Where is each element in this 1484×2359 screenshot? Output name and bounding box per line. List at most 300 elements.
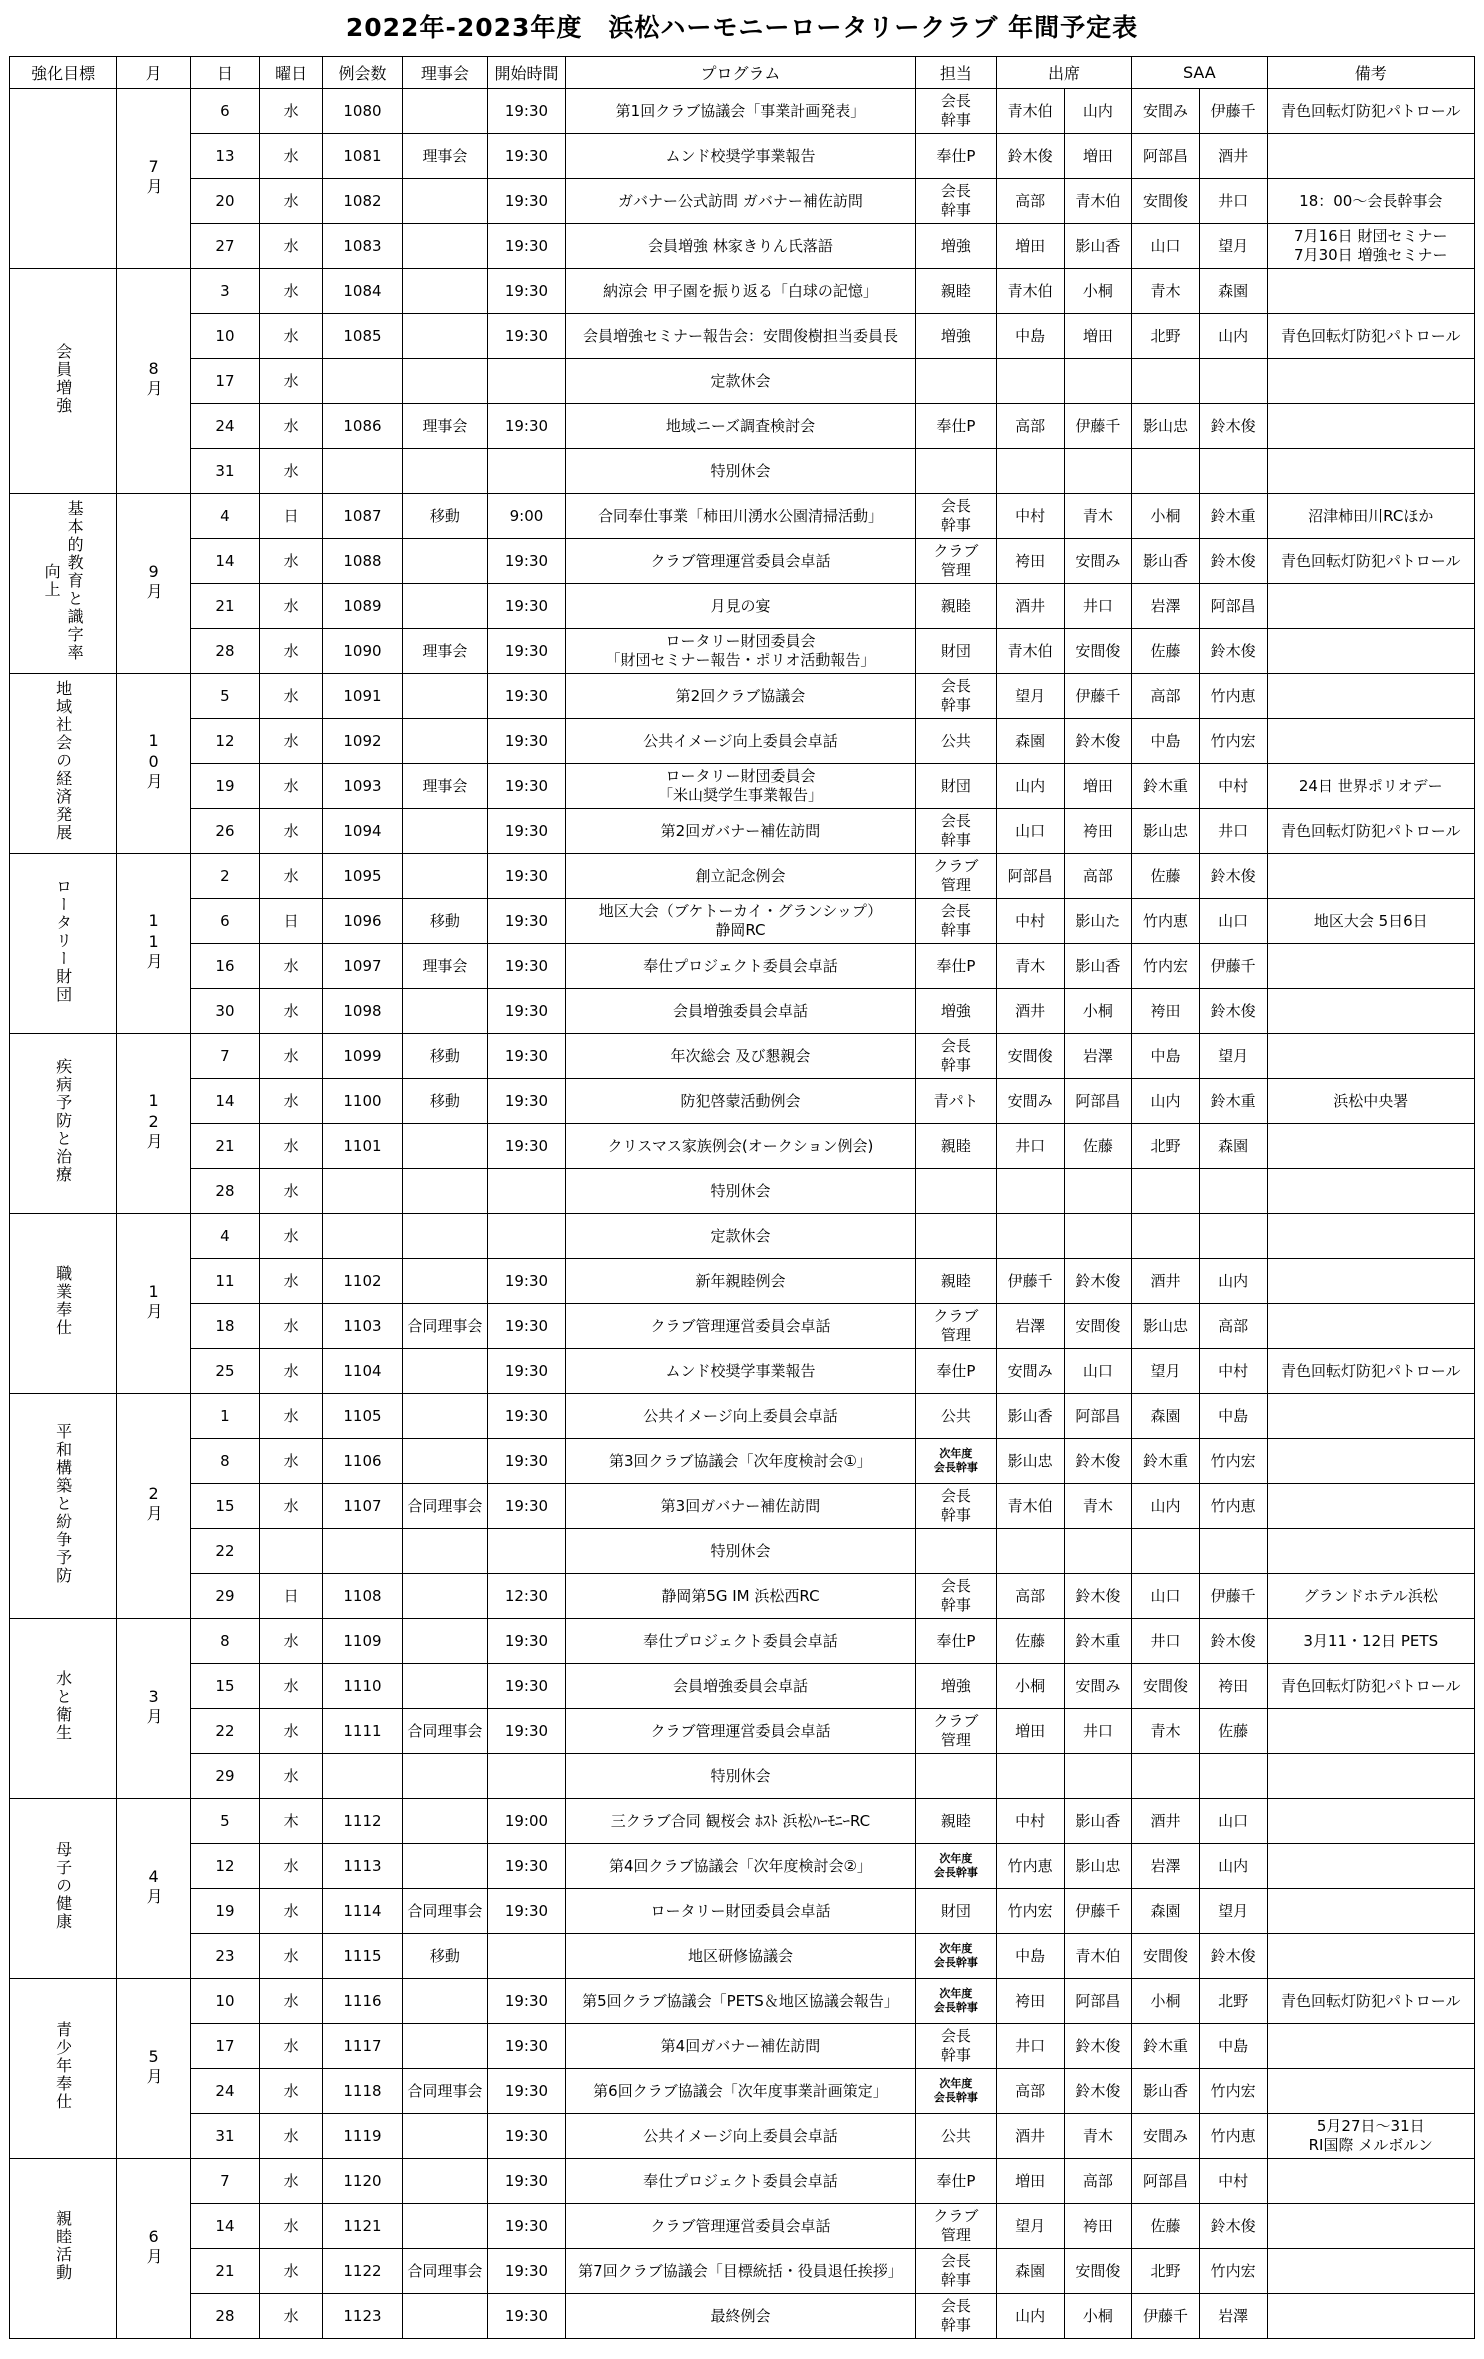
board-cell <box>402 1169 487 1214</box>
attendance-cell <box>1064 449 1132 494</box>
saa-cell: 酒井 <box>1132 1259 1200 1304</box>
attendance-cell: 中村 <box>996 899 1064 944</box>
remarks-cell <box>1267 1799 1474 1844</box>
in-charge-cell: クラブ 管理 <box>915 1709 996 1754</box>
program-cell: 納涼会 甲子園を振り返る「白球の記憶」 <box>565 269 915 314</box>
meeting-no-cell <box>323 1529 402 1574</box>
board-cell <box>402 89 487 134</box>
meeting-no-cell: 1098 <box>323 989 402 1034</box>
saa-cell: 鈴木重 <box>1132 1439 1200 1484</box>
in-charge-cell: 増強 <box>915 989 996 1034</box>
program-cell: 創立記念例会 <box>565 854 915 899</box>
attendance-cell: 袴田 <box>996 539 1064 584</box>
saa-cell: 井口 <box>1132 1619 1200 1664</box>
start-time-cell: 19:30 <box>487 269 565 314</box>
attendance-cell: 袴田 <box>1064 809 1132 854</box>
table-row <box>10 1709 1475 1754</box>
attendance-cell: 竹内恵 <box>996 1844 1064 1889</box>
meeting-no-cell <box>323 1169 402 1214</box>
remarks-cell <box>1267 269 1474 314</box>
month-text: 9月 <box>144 561 164 601</box>
remarks-cell <box>1267 1124 1474 1169</box>
weekday-cell: 水 <box>260 1484 323 1529</box>
saa-cell: 北野 <box>1132 1124 1200 1169</box>
start-time-cell: 19:30 <box>487 2069 565 2114</box>
goal-text: 会員増強 <box>53 342 73 415</box>
in-charge-cell: 会長 幹事 <box>915 809 996 854</box>
attendance-cell: 安間み <box>996 1079 1064 1124</box>
saa-cell <box>1199 449 1267 494</box>
day-cell: 22 <box>190 1529 259 1574</box>
attendance-cell: 山内 <box>1064 89 1132 134</box>
board-cell: 合同理事会 <box>402 1889 487 1934</box>
day-cell: 28 <box>190 2294 259 2339</box>
in-charge-cell: 次年度 会長幹事 <box>915 2069 996 2114</box>
attendance-cell: 中島 <box>996 1934 1064 1979</box>
goal-text: 基本的教育と識字率向上 <box>42 500 85 662</box>
attendance-cell: 安間み <box>1064 539 1132 584</box>
remarks-cell <box>1267 1304 1474 1349</box>
day-cell: 30 <box>190 989 259 1034</box>
weekday-cell: 日 <box>260 899 323 944</box>
saa-cell: 山口 <box>1132 224 1200 269</box>
in-charge-cell: 会長 幹事 <box>915 1034 996 1079</box>
saa-cell: 酒井 <box>1132 1799 1200 1844</box>
meeting-no-cell: 1102 <box>323 1259 402 1304</box>
goal-cell <box>10 1979 117 2159</box>
meeting-no-cell: 1116 <box>323 1979 402 2024</box>
meeting-no-cell: 1093 <box>323 764 402 809</box>
table-row <box>10 2114 1475 2159</box>
program-cell: 特別休会 <box>565 1529 915 1574</box>
saa-cell: 竹内恵 <box>1199 1484 1267 1529</box>
saa-cell: 小桐 <box>1132 1979 1200 2024</box>
table-row <box>10 2294 1475 2339</box>
header-remarks: 備考 <box>1267 57 1474 89</box>
attendance-cell: 小桐 <box>1064 269 1132 314</box>
remarks-cell <box>1267 1439 1474 1484</box>
header-row <box>10 57 1475 89</box>
table-row <box>10 179 1475 224</box>
goal-text: 水と衛生 <box>53 1670 73 1742</box>
program-cell: 公共イメージ向上委員会卓話 <box>565 1394 915 1439</box>
in-charge-cell: 奉仕P <box>915 944 996 989</box>
program-cell: 奉仕プロジェクト委員会卓話 <box>565 2159 915 2204</box>
board-cell <box>402 989 487 1034</box>
day-cell: 21 <box>190 1124 259 1169</box>
weekday-cell: 水 <box>260 1709 323 1754</box>
start-time-cell: 9:00 <box>487 494 565 539</box>
remarks-cell <box>1267 629 1474 674</box>
attendance-cell: 鈴木俊 <box>1064 719 1132 764</box>
saa-cell: 望月 <box>1132 1349 1200 1394</box>
table-row <box>10 854 1475 899</box>
program-cell: ムンド校奨学事業報告 <box>565 1349 915 1394</box>
meeting-no-cell: 1120 <box>323 2159 402 2204</box>
attendance-cell: 岩澤 <box>1064 1034 1132 1079</box>
day-cell: 4 <box>190 494 259 539</box>
saa-cell: 望月 <box>1199 1889 1267 1934</box>
saa-cell <box>1199 359 1267 404</box>
day-cell: 15 <box>190 1664 259 1709</box>
day-cell: 11 <box>190 1259 259 1304</box>
meeting-no-cell: 1122 <box>323 2249 402 2294</box>
table-row <box>10 629 1475 674</box>
in-charge-cell: 会長 幹事 <box>915 674 996 719</box>
meeting-no-cell: 1117 <box>323 2024 402 2069</box>
remarks-cell: 18：00～会長幹事会 <box>1267 179 1474 224</box>
attendance-cell: 佐藤 <box>996 1619 1064 1664</box>
start-time-cell: 19:30 <box>487 989 565 1034</box>
weekday-cell: 水 <box>260 944 323 989</box>
program-cell: 会員増強セミナー報告会：安間俊樹担当委員長 <box>565 314 915 359</box>
day-cell: 7 <box>190 2159 259 2204</box>
day-cell: 14 <box>190 1079 259 1124</box>
header-meeting-no: 例会数 <box>323 57 402 89</box>
attendance-cell: 山口 <box>996 809 1064 854</box>
day-cell: 5 <box>190 674 259 719</box>
remarks-cell <box>1267 719 1474 764</box>
program-cell: 防犯啓蒙活動例会 <box>565 1079 915 1124</box>
day-cell: 26 <box>190 809 259 854</box>
goal-text: 職業奉仕 <box>53 1265 73 1337</box>
saa-cell: 袴田 <box>1132 989 1200 1034</box>
attendance-cell: 影山香 <box>1064 944 1132 989</box>
saa-cell: 鈴木重 <box>1199 494 1267 539</box>
saa-cell: 中島 <box>1199 1394 1267 1439</box>
attendance-cell: 竹内宏 <box>996 1889 1064 1934</box>
saa-cell: 北野 <box>1132 314 1200 359</box>
program-cell: 最終例会 <box>565 2294 915 2339</box>
meeting-no-cell: 1119 <box>323 2114 402 2159</box>
attendance-cell: 鈴木俊 <box>996 134 1064 179</box>
header-program: プログラム <box>565 57 915 89</box>
table-row <box>10 2159 1475 2204</box>
table-row <box>10 539 1475 584</box>
program-cell: クラブ管理運営委員会卓話 <box>565 1304 915 1349</box>
day-cell: 25 <box>190 1349 259 1394</box>
attendance-cell: 伊藤千 <box>1064 404 1132 449</box>
saa-cell: 竹内宏 <box>1132 944 1200 989</box>
board-cell <box>402 1124 487 1169</box>
attendance-cell <box>996 1214 1064 1259</box>
board-cell <box>402 674 487 719</box>
meeting-no-cell: 1103 <box>323 1304 402 1349</box>
table-row <box>10 1934 1475 1979</box>
meeting-no-cell <box>323 1214 402 1259</box>
in-charge-cell: 財団 <box>915 629 996 674</box>
saa-cell: 竹内宏 <box>1199 1439 1267 1484</box>
start-time-cell: 19:30 <box>487 2249 565 2294</box>
start-time-cell: 19:30 <box>487 584 565 629</box>
day-cell: 27 <box>190 224 259 269</box>
attendance-cell: 青木 <box>1064 2114 1132 2159</box>
saa-cell: 井口 <box>1199 179 1267 224</box>
board-cell <box>402 1799 487 1844</box>
saa-cell: 鈴木俊 <box>1199 989 1267 1034</box>
weekday-cell: 水 <box>260 1349 323 1394</box>
start-time-cell: 19:30 <box>487 2294 565 2339</box>
day-cell: 20 <box>190 179 259 224</box>
attendance-cell: 高部 <box>996 2069 1064 2114</box>
board-cell: 移動 <box>402 899 487 944</box>
meeting-no-cell: 1107 <box>323 1484 402 1529</box>
table-row <box>10 1889 1475 1934</box>
program-cell: 地区大会（ブケトーカイ・グランシップ） 静岡RC <box>565 899 915 944</box>
day-cell: 19 <box>190 1889 259 1934</box>
in-charge-cell: 財団 <box>915 764 996 809</box>
attendance-cell: 森園 <box>996 2249 1064 2294</box>
attendance-cell <box>1064 1169 1132 1214</box>
board-cell <box>402 1214 487 1259</box>
attendance-cell: 増田 <box>996 1709 1064 1754</box>
start-time-cell: 19:30 <box>487 1484 565 1529</box>
in-charge-cell <box>915 1754 996 1799</box>
attendance-cell: 高部 <box>996 1574 1064 1619</box>
program-cell: 会員増強委員会卓話 <box>565 1664 915 1709</box>
board-cell <box>402 1349 487 1394</box>
start-time-cell: 19:30 <box>487 2114 565 2159</box>
table-row <box>10 1394 1475 1439</box>
meeting-no-cell: 1087 <box>323 494 402 539</box>
table-row <box>10 2024 1475 2069</box>
weekday-cell: 水 <box>260 134 323 179</box>
start-time-cell <box>487 1529 565 1574</box>
attendance-cell: 増田 <box>1064 314 1132 359</box>
table-row <box>10 494 1475 539</box>
day-cell: 12 <box>190 719 259 764</box>
attendance-cell: 鈴木俊 <box>1064 1574 1132 1619</box>
saa-cell: 伊藤千 <box>1199 1574 1267 1619</box>
day-cell: 14 <box>190 2204 259 2249</box>
weekday-cell: 水 <box>260 809 323 854</box>
program-cell: 第6回クラブ協議会「次年度事業計画策定」 <box>565 2069 915 2114</box>
saa-cell: 青木 <box>1132 1709 1200 1754</box>
start-time-cell: 19:30 <box>487 899 565 944</box>
table-row <box>10 764 1475 809</box>
attendance-cell: 影山た <box>1064 899 1132 944</box>
attendance-cell: 青木伯 <box>996 629 1064 674</box>
start-time-cell: 19:30 <box>487 1979 565 2024</box>
saa-cell: 鈴木俊 <box>1199 539 1267 584</box>
attendance-cell: 青木伯 <box>996 269 1064 314</box>
goal-cell <box>10 269 117 494</box>
board-cell <box>402 1439 487 1484</box>
board-cell <box>402 269 487 314</box>
attendance-cell: 井口 <box>996 2024 1064 2069</box>
header-saa: SAA <box>1132 57 1267 89</box>
goal-text: 平和構築と紛争予防 <box>53 1422 73 1585</box>
saa-cell: 望月 <box>1199 1034 1267 1079</box>
table-row <box>10 1169 1475 1214</box>
in-charge-cell <box>915 1529 996 1574</box>
goal-cell <box>10 854 117 1034</box>
board-cell <box>402 1979 487 2024</box>
program-cell: 年次総会 及び懇親会 <box>565 1034 915 1079</box>
saa-cell: 佐藤 <box>1199 1709 1267 1754</box>
meeting-no-cell: 1094 <box>323 809 402 854</box>
attendance-cell <box>996 1754 1064 1799</box>
table-row <box>10 719 1475 764</box>
program-cell: 三クラブ合同 観桜会 ﾎｽﾄ 浜松ﾊｰﾓﾆｰRC <box>565 1799 915 1844</box>
remarks-cell: 青色回転灯防犯パトロール <box>1267 539 1474 584</box>
attendance-cell: 安間俊 <box>996 1034 1064 1079</box>
in-charge-cell: 会長 幹事 <box>915 1574 996 1619</box>
in-charge-cell: 会長 幹事 <box>915 494 996 539</box>
table-row <box>10 1214 1475 1259</box>
board-cell: 合同理事会 <box>402 1484 487 1529</box>
header-start-time: 開始時間 <box>487 57 565 89</box>
start-time-cell: 19:30 <box>487 1304 565 1349</box>
start-time-cell: 19:30 <box>487 539 565 584</box>
start-time-cell: 19:30 <box>487 944 565 989</box>
remarks-cell <box>1267 1259 1474 1304</box>
saa-cell: 影山忠 <box>1132 1304 1200 1349</box>
attendance-cell: 青木伯 <box>996 1484 1064 1529</box>
attendance-cell: 青木伯 <box>1064 179 1132 224</box>
month-text: 8月 <box>144 359 164 398</box>
program-cell: クラブ管理運営委員会卓話 <box>565 539 915 584</box>
meeting-no-cell <box>323 449 402 494</box>
attendance-cell: 増田 <box>1064 764 1132 809</box>
program-cell: 第2回ガバナー補佐訪問 <box>565 809 915 854</box>
remarks-cell: 青色回転灯防犯パトロール <box>1267 1664 1474 1709</box>
attendance-cell: 阿部昌 <box>1064 1079 1132 1124</box>
program-cell: 地区研修協議会 <box>565 1934 915 1979</box>
month-cell <box>117 854 191 1034</box>
page-title: 2022年-2023年度 浜松ハーモニーロータリークラブ 年間予定表 <box>345 13 1139 42</box>
saa-cell: 佐藤 <box>1132 2204 1200 2249</box>
meeting-no-cell: 1080 <box>323 89 402 134</box>
day-cell: 29 <box>190 1574 259 1619</box>
meeting-no-cell: 1105 <box>323 1394 402 1439</box>
attendance-cell: 岩澤 <box>996 1304 1064 1349</box>
saa-cell <box>1199 1754 1267 1799</box>
table-row <box>10 314 1475 359</box>
program-cell: 合同奉仕事業「柿田川湧水公園清掃活動」 <box>565 494 915 539</box>
remarks-cell <box>1267 584 1474 629</box>
program-cell: 奉仕プロジェクト委員会卓話 <box>565 944 915 989</box>
weekday-cell: 水 <box>260 629 323 674</box>
program-cell: 公共イメージ向上委員会卓話 <box>565 2114 915 2159</box>
attendance-cell: 阿部昌 <box>996 854 1064 899</box>
meeting-no-cell: 1090 <box>323 629 402 674</box>
day-cell: 2 <box>190 854 259 899</box>
table-row <box>10 899 1475 944</box>
saa-cell: 山口 <box>1199 899 1267 944</box>
remarks-cell: グランドホテル浜松 <box>1267 1574 1474 1619</box>
start-time-cell <box>487 1214 565 1259</box>
weekday-cell: 水 <box>260 1259 323 1304</box>
board-cell: 移動 <box>402 1079 487 1124</box>
saa-cell <box>1132 1754 1200 1799</box>
day-cell: 7 <box>190 1034 259 1079</box>
meeting-no-cell: 1097 <box>323 944 402 989</box>
table-row <box>10 2069 1475 2114</box>
saa-cell: 中島 <box>1199 2024 1267 2069</box>
month-cell <box>117 1034 191 1214</box>
table-row <box>10 1349 1475 1394</box>
board-cell <box>402 1394 487 1439</box>
saa-cell: 中村 <box>1199 1349 1267 1394</box>
meeting-no-cell: 1092 <box>323 719 402 764</box>
saa-cell: 阿部昌 <box>1199 584 1267 629</box>
program-cell: 新年親睦例会 <box>565 1259 915 1304</box>
saa-cell: 山内 <box>1199 314 1267 359</box>
remarks-cell <box>1267 2294 1474 2339</box>
saa-cell: 山内 <box>1199 1259 1267 1304</box>
month-cell <box>117 674 191 854</box>
header-goal: 強化目標 <box>10 57 117 89</box>
weekday-cell: 水 <box>260 719 323 764</box>
remarks-cell <box>1267 1529 1474 1574</box>
attendance-cell: 伊藤千 <box>996 1259 1064 1304</box>
board-cell <box>402 584 487 629</box>
in-charge-cell: 公共 <box>915 719 996 764</box>
in-charge-cell: 親睦 <box>915 584 996 629</box>
attendance-cell: 山口 <box>1064 1349 1132 1394</box>
meeting-no-cell: 1086 <box>323 404 402 449</box>
board-cell: 理事会 <box>402 944 487 989</box>
remarks-cell: 7月16日 財団セミナー 7月30日 増強セミナー <box>1267 224 1474 269</box>
remarks-cell <box>1267 1034 1474 1079</box>
goal-text: 青少年奉仕 <box>53 2021 73 2111</box>
day-cell: 24 <box>190 2069 259 2114</box>
saa-cell: 安間俊 <box>1132 1934 1200 1979</box>
day-cell: 17 <box>190 359 259 404</box>
attendance-cell: 井口 <box>1064 1709 1132 1754</box>
meeting-no-cell: 1100 <box>323 1079 402 1124</box>
in-charge-cell: 次年度 会長幹事 <box>915 1934 996 1979</box>
weekday-cell: 水 <box>260 989 323 1034</box>
in-charge-cell: 親睦 <box>915 1799 996 1844</box>
attendance-cell: 佐藤 <box>1064 1124 1132 1169</box>
weekday-cell: 水 <box>260 359 323 404</box>
month-cell <box>117 2159 191 2339</box>
day-cell: 28 <box>190 1169 259 1214</box>
weekday-cell: 水 <box>260 764 323 809</box>
board-cell <box>402 1574 487 1619</box>
weekday-cell: 水 <box>260 1214 323 1259</box>
remarks-cell <box>1267 404 1474 449</box>
remarks-cell <box>1267 2249 1474 2294</box>
goal-cell <box>10 494 117 674</box>
attendance-cell: 袴田 <box>1064 2204 1132 2249</box>
meeting-no-cell: 1121 <box>323 2204 402 2249</box>
month-cell <box>117 494 191 674</box>
weekday-cell: 日 <box>260 1574 323 1619</box>
month-cell <box>117 269 191 494</box>
attendance-cell: 阿部昌 <box>1064 1394 1132 1439</box>
saa-cell: 望月 <box>1199 224 1267 269</box>
saa-cell: 伊藤千 <box>1132 2294 1200 2339</box>
goal-text: 親睦活動 <box>53 2210 73 2282</box>
board-cell <box>402 719 487 764</box>
start-time-cell <box>487 1934 565 1979</box>
month-cell <box>117 1979 191 2159</box>
saa-cell: 中島 <box>1132 719 1200 764</box>
attendance-cell <box>1064 1529 1132 1574</box>
saa-cell: 安間み <box>1132 2114 1200 2159</box>
in-charge-cell: 財団 <box>915 1889 996 1934</box>
board-cell: 理事会 <box>402 629 487 674</box>
attendance-cell: 望月 <box>996 674 1064 719</box>
weekday-cell: 水 <box>260 1304 323 1349</box>
weekday-cell: 水 <box>260 314 323 359</box>
remarks-cell <box>1267 2024 1474 2069</box>
month-text: 11月 <box>144 911 164 971</box>
attendance-cell: 安間俊 <box>1064 629 1132 674</box>
